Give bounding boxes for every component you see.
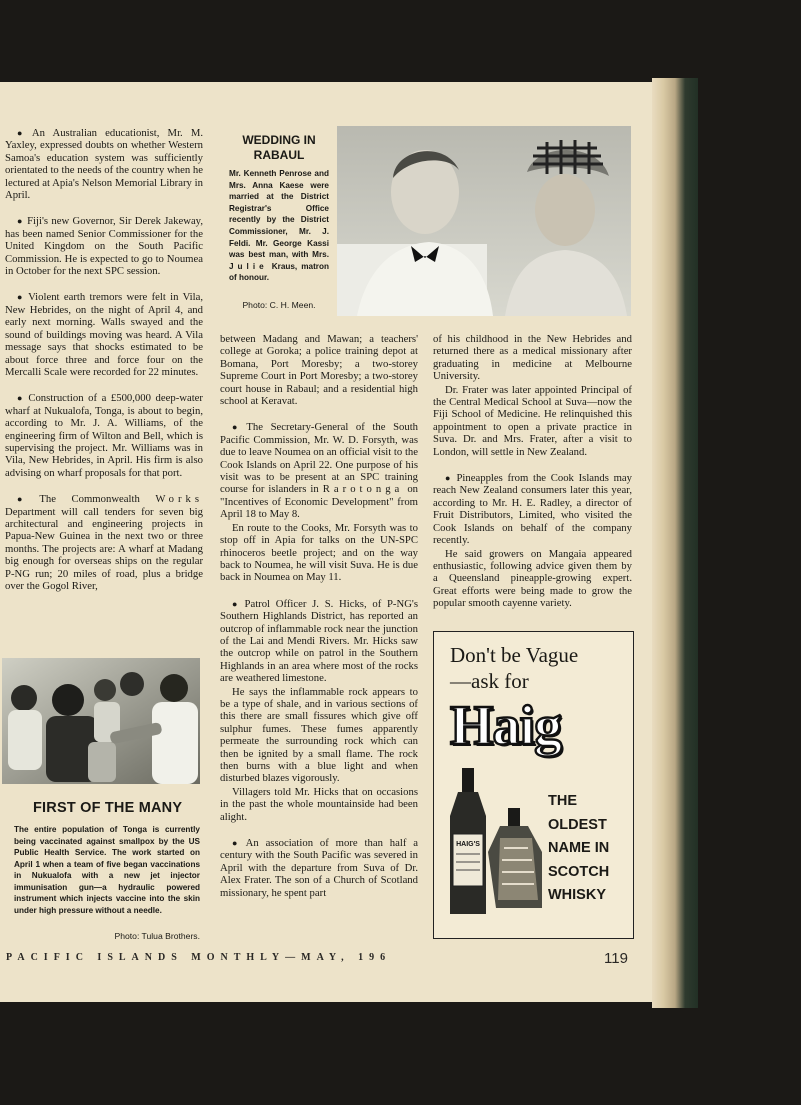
wedding-title: WEDDING IN RABAUL — [242, 133, 316, 162]
news-item: He said growers on Mangaia appeared enthusiastic, following advice given them by a Queensland pineapple-growing expert. Great efforts were being made to grow the popular smooth cayenne variety. — [433, 547, 632, 610]
page-number: 119 — [604, 950, 628, 967]
news-item: Villagers told Mr. Hicks that on occasions in the past the whole mountainside had been alight. — [220, 785, 418, 823]
vaccination-photo — [2, 658, 200, 784]
bullet-icon: ● — [17, 393, 25, 404]
bullet-icon: ● — [232, 422, 243, 433]
ad-headline: Don't be Vague —ask for — [450, 643, 579, 693]
news-item: ● Violent earth tremors were felt in Vila, New Hebrides, on the night of April 4, and early next morning. Walls swayed and the sound of buildings moving was heard. A Vila message says that shocks estimated to be about force three and force four on the Mercalli Scale were recorded for 22 minutes. — [5, 291, 203, 378]
ad-tagline: THE OLDEST NAME IN SCOTCH WHISKY — [548, 793, 610, 903]
news-item: ● Fiji's new Governor, Sir Derek Jakeway, has been named Senior Commissioner for the United Kingdom on the South Pacific Commission. He is expected to go to Noumea in October for the next SPC session. — [5, 215, 204, 278]
bullet-icon: ● — [17, 494, 36, 505]
wedding-photo-credit: Photo: C. H. Meen. — [242, 300, 316, 310]
photo-credit: Photo: Tulua Brothers. — [114, 931, 200, 941]
news-item: Dr. Frater was later appointed Principal of the Central Medical School at Suva—now the Fiji School of Medicine. He relinquished this appointment to open a private practice in Suva. Dr. and Mrs. Frater, after a visit to London, will settle in New Zealand. — [433, 383, 632, 458]
photo-caption: The entire population of Tonga is currently being vaccinated against smallpox by the US Public Health Service. The work started on April 1 when a team of five began vaccinations in Nukualofa with a new jet injector immunisation gun—a hydraulic powered instrument which injects vaccine into the skin under high pressure without a needle. — [14, 825, 200, 915]
magazine-page — [0, 82, 652, 1002]
news-item: ● An Australian educationist, Mr. M. Yaxley, expressed doubts on whether Western Samoa's education system was sufficiently orientated to the needs of the country when he lectured at Apia's Nelson Memorial Library in April. — [5, 127, 204, 202]
running-footer: PACIFIC ISLANDS MONTHLY—MAY, 196 — [6, 952, 392, 963]
news-item-continued: between Madang and Mawan; a teachers' college at Goroka; a police training depot at Bomana, Port Moresby; a two-storey Supreme Court in Port Moresby; a two-storey court house in Rabaul; and a residential high school at Keravat. — [220, 333, 418, 408]
news-item: ● The Commonwealth Works Department will call tenders for seven big architectural and engineering projects in Papua-New Guinea in the next two or three months. The projects are: A wharf at Madang big enough for overseas ships on the regular P-NG run; 20 miles of road, plus a bridge over the Gogol River, — [5, 493, 204, 592]
news-item: ● An association of more than half a century with the South Pacific was severed in April with the departure from Suva of Dr. Alex Frater. The son of a Church of Scotland missionary, he spent part — [220, 837, 418, 899]
news-item: En route to the Cooks, Mr. Forsyth was to stop off in Apia for talks on the UN-SPC rhinoceros beetle project; and on the way back to Noumea, he will visit Suva. He is due back in Noumea on May 11. — [220, 521, 418, 584]
wedding-photo — [337, 126, 631, 316]
haig-advertisement — [433, 631, 634, 939]
news-item: ● Construction of a £500,000 deep-water wharf at Nukualofa, Tonga, is about to begin, according to Mr. J. A. Williams, of the engineering firm of Wilton and Bell, which is supervising the project. Mr. Williams was in Vila, New Hebrides, in April. His firm is also advising on wharf proposals for that port. — [5, 392, 203, 479]
bullet-icon: ● — [232, 838, 242, 849]
news-item: He says the inflammable rock appears to be a type of shale, and in various sections of this there are small fissures which give off sulphur fumes. These fumes apparently permeate the surrounding rock which can then be ignited by a small flame. The rock then burns with a blue light and when disturbed blazes vigorously. — [220, 685, 418, 785]
bullet-icon: ● — [232, 598, 241, 609]
column-1 — [5, 127, 203, 601]
news-item: ● The Secretary-General of the South Pacific Commission, Mr. W. D. Forsyth, was due to leave Noumea on an official visit to the Cook Islands on April 22. One purpose of his visit was to be present at an SPC training course for islanders in Rarotonga on "Incentives of Economic Development" from April 18 to May 8. — [220, 421, 419, 521]
whisky-bottles-icon — [444, 768, 548, 918]
wedding-caption: Mr. Kenneth Penrose and Mrs. Anna Kaese were married at the District Registrar's Office recently by the District Commissioner, Mr. J. Feldi. Mr. George Kassi was best man, with Mrs. Julie Kraus, matron of honour. — [229, 169, 329, 283]
photo-title: FIRST OF THE MANY — [33, 800, 183, 816]
wedding-photo-image — [337, 126, 631, 316]
bullet-icon: ● — [17, 216, 24, 227]
bullet-icon: ● — [17, 128, 28, 138]
column-2 — [220, 333, 418, 908]
vaccination-photo-image — [2, 658, 200, 784]
news-item-continued: of his childhood in the New Hebrides and returned there as a medical missionary after graduating in medicine at Melbourne University. — [433, 333, 632, 383]
book-binding — [652, 78, 698, 1008]
bottle-label: HAIG'S — [456, 841, 480, 848]
bullet-icon: ● — [17, 292, 25, 303]
bullet-icon: ● — [445, 473, 453, 484]
news-item: ● Patrol Officer J. S. Hicks, of P-NG's Southern Highlands District, has reported an outcrop of inflammable rock near the junction of the Lai and Mendi Rivers. Mr. Hicks saw the outcrop while on patrol in the Southern Highlands in an area where most of the rocks are weathered limestone. — [220, 597, 419, 685]
ad-brand-logo: Haig — [450, 695, 562, 757]
news-item: ● Pineapples from the Cook Islands may reach New Zealand consumers later this year, according to Mr. H. E. Radley, a director of Fruit Distributors, Limited, who visited the Cook Islands on behalf of the company recently. — [433, 472, 632, 547]
column-3 — [433, 333, 632, 619]
